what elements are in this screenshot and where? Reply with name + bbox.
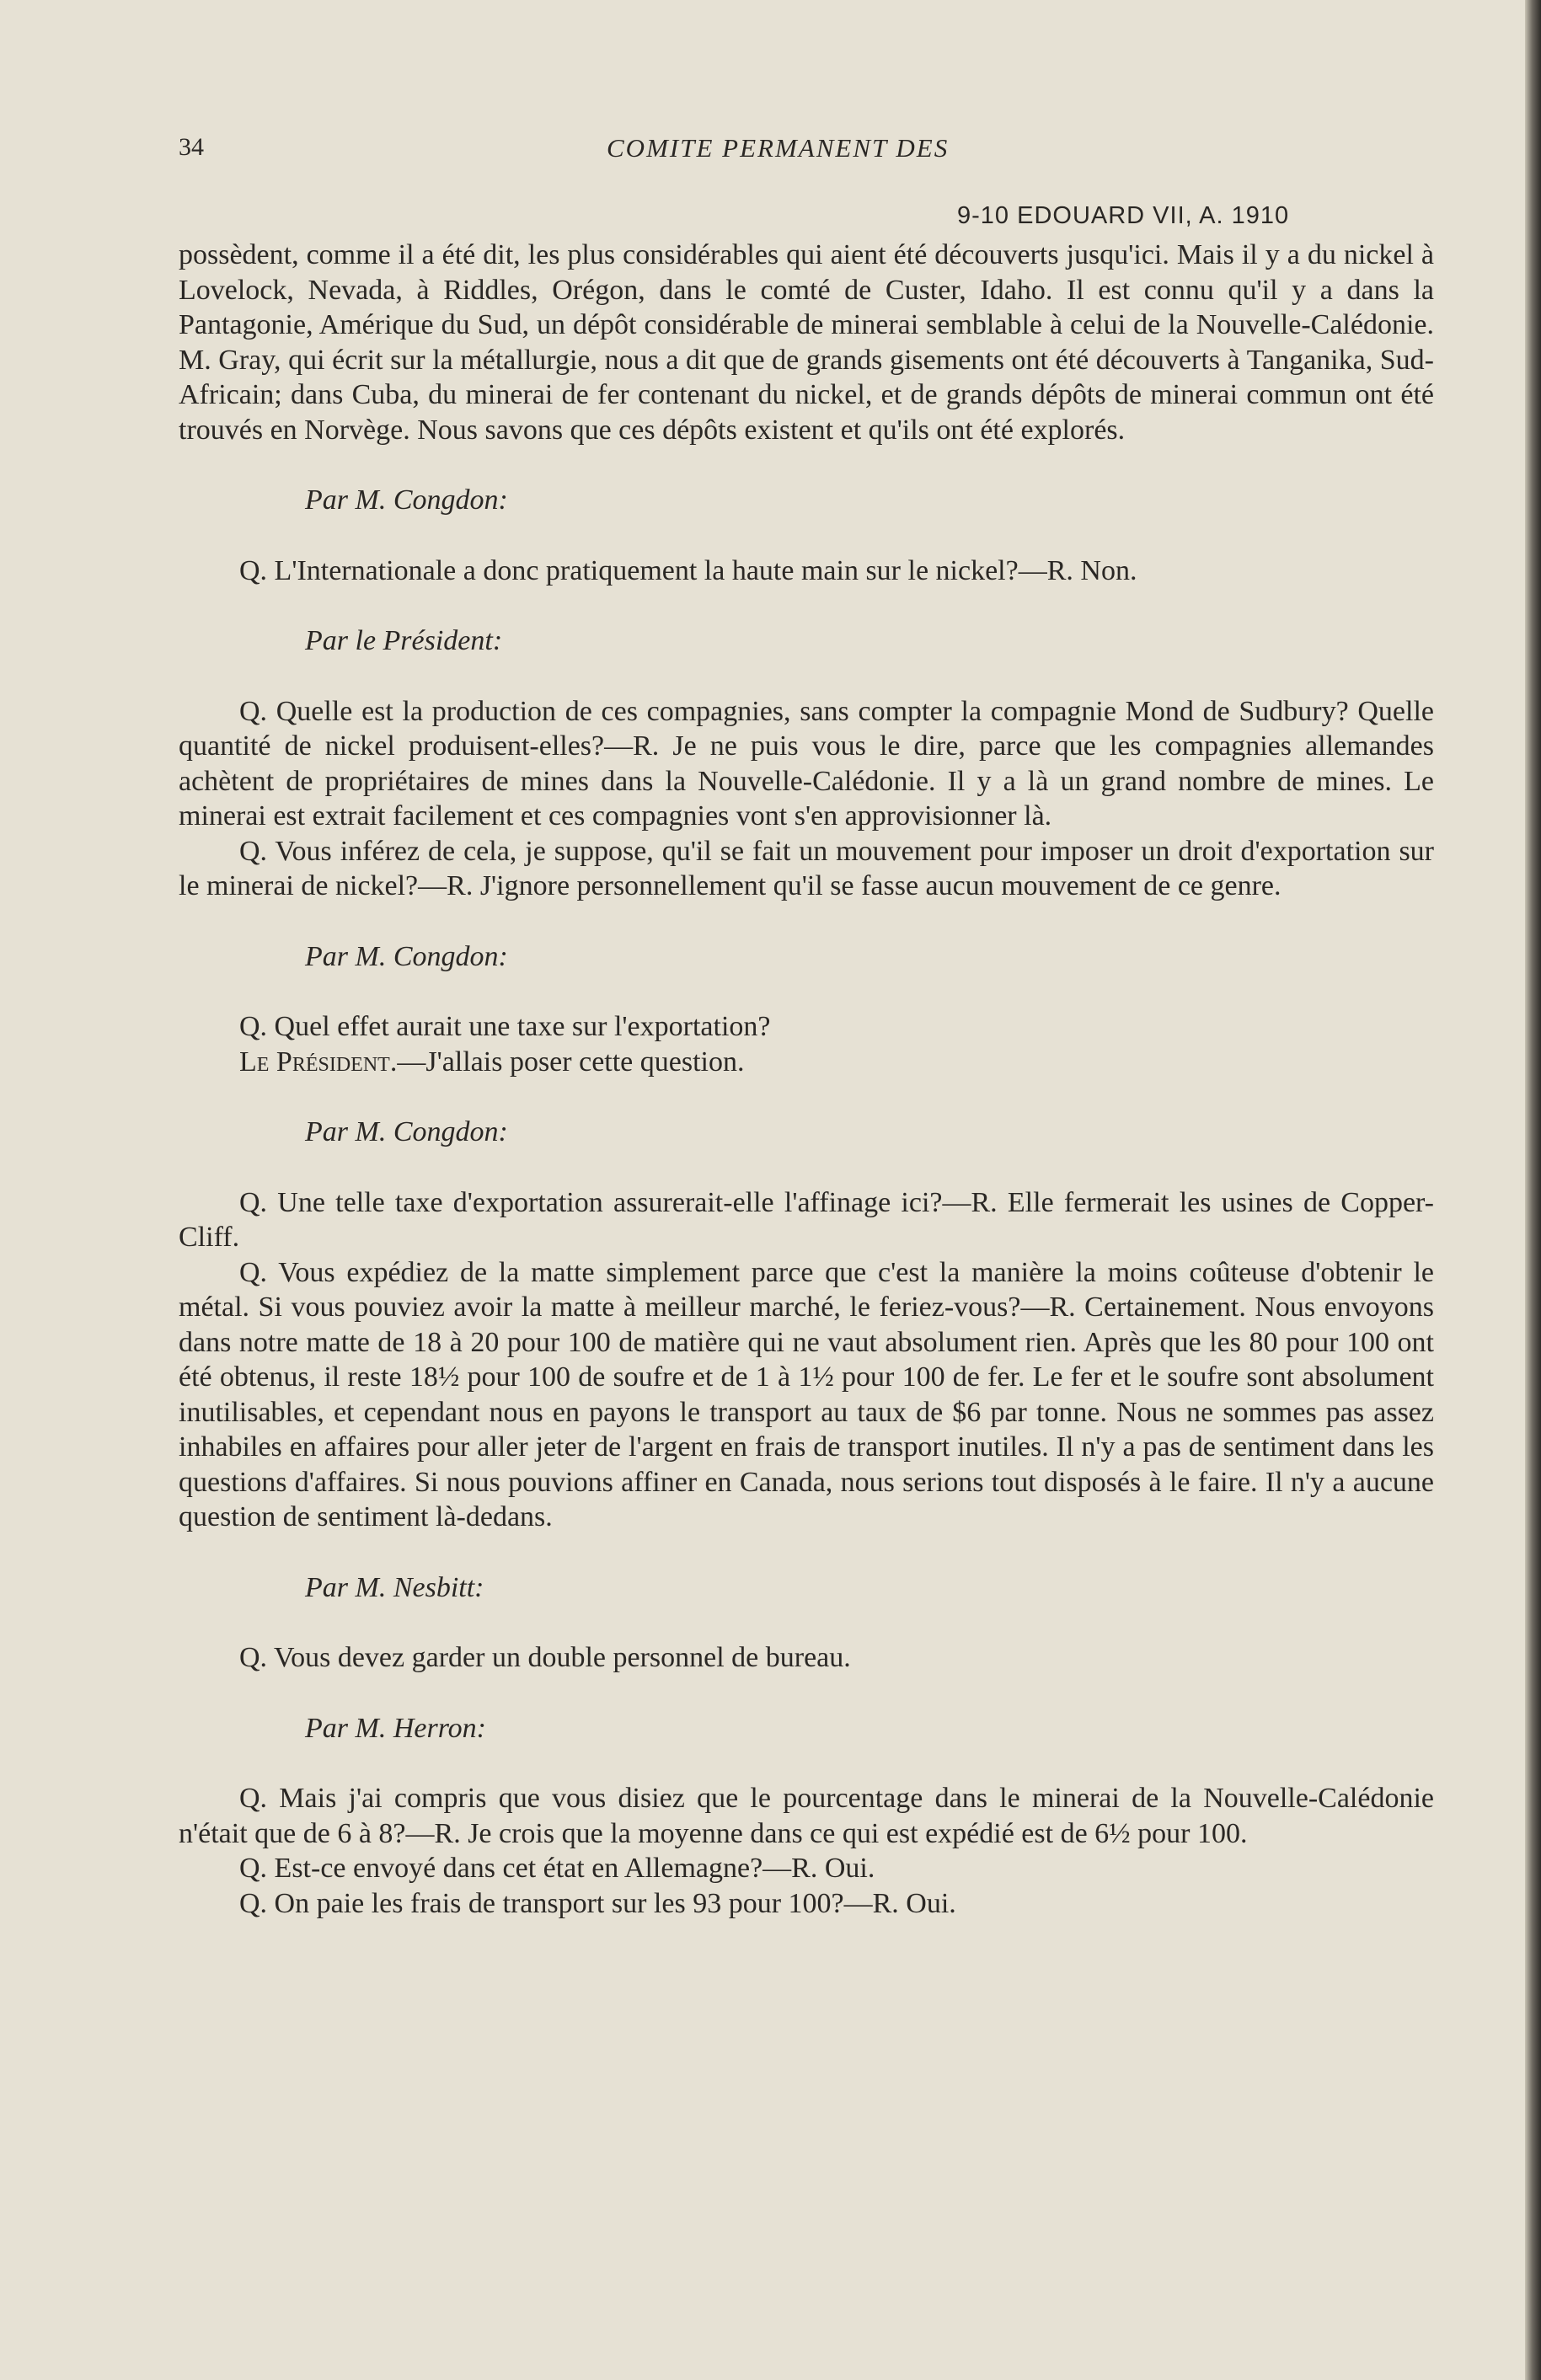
president-label: Le Président. bbox=[239, 1046, 398, 1078]
question-paragraph: Q. Une telle taxe d'exportation assurerait-elle l'affinage ici?—R. Elle fermerait les usines de Copper-Cliff. bbox=[179, 1186, 1434, 1253]
question-paragraph: Q. Vous inférez de cela, je suppose, qu'il se fait un mouvement pour imposer un droit d'exportation sur le minerai de nickel?—R. J'ignore personnellement qu'il se fasse aucun mouvement de ce genre. bbox=[179, 835, 1434, 901]
speaker-heading: Par M. Congdon: bbox=[305, 1116, 508, 1147]
question-paragraph: Q. Est-ce envoyé dans cet état en Allemagne?—R. Oui. bbox=[239, 1853, 875, 1884]
running-head: COMITE PERMANENT DES bbox=[607, 133, 950, 163]
paragraph-continuation: possèdent, comme il a été dit, les plus considérables qui aient été découverts jusqu'ici. Mais il y a du nickel à Lovelock, Nevada, à Riddles, Orégon, dans le comté de Custer, Idaho. Il est connu qu'il y a dans la Pantagonie, Amérique du Sud, un dépôt considérable de minerai semblable à celui de la Nouvelle-Calédonie. M. Gray, qui écrit sur la métallurgie, nous a dit que de grands gisements ont été découverts à Tanganika, Sud-Africain; dans Cuba, du minerai de fer contenant du nickel, et de grands dépôts de minerai commun ont été trouvés en Norvège. Nous savons que ces dépôts existent et qu'ils ont été explorés. bbox=[179, 239, 1434, 446]
speaker-heading: Par M. Nesbitt: bbox=[305, 1571, 484, 1603]
question-paragraph: Q. Quelle est la production de ces compagnies, sans compter la compagnie Mond de Sudbury? Quelle quantité de nickel produisent-elles?—R. Je ne puis vous le dire, parce que les compagnies allemandes achètent de propriétaires de mines dans la Nouvelle-Calédonie. Il y a là un grand nombre de mines. Le minerai est extrait facilement et ces compagnies vont s'en approvisionner là. bbox=[179, 695, 1434, 832]
question-paragraph: Q. Quel effet aurait une taxe sur l'exportation? bbox=[239, 1011, 771, 1042]
page-number: 34 bbox=[179, 133, 204, 161]
question-paragraph: Q. Vous expédiez de la matte simplement parce que c'est la manière la moins coûteuse d'obtenir le métal. Si vous pouviez avoir la matte à meilleur marché, le feriez-vous?—R. Certainement. Nous envoyons dans notre matte de 18 à 20 pour 100 de matière qui ne vaut absolument rien. Après que les 80 pour 100 ont été obtenus, il reste 18½ pour 100 de soufre et de 1 à 1½ pour 100 de fer. Le fer et le soufre sont absolument inutilisables, et cependant nous en payons le transport au taux de $6 par tonne. Nous ne sommes pas assez inhabiles en affaires pour aller jeter de l'argent en frais de transport inutiles. Il n'y a pas de sentiment dans les questions d'affaires. Si nous pouvions affiner en Canada, nous serions tout disposés à le faire. Il n'y a aucune question de sentiment là-dedans. bbox=[179, 1256, 1434, 1532]
speaker-heading: Par M. Herron: bbox=[305, 1712, 486, 1744]
speaker-heading: Par le Président: bbox=[305, 625, 503, 656]
question-paragraph: Q. L'Internationale a donc pratiquement la haute main sur le nickel?—R. Non. bbox=[239, 554, 1137, 586]
session-reference: 9-10 EDOUARD VII, A. 1910 bbox=[957, 202, 1290, 229]
book-binding-edge bbox=[1525, 0, 1541, 2380]
president-remark-text: —J'allais poser cette question. bbox=[397, 1046, 745, 1078]
question-paragraph: Q. Vous devez garder un double personnel de bureau. bbox=[239, 1642, 851, 1673]
body-text bbox=[179, 238, 1434, 1921]
speaker-heading: Par M. Congdon: bbox=[305, 484, 508, 516]
question-paragraph: Q. On paie les frais de transport sur les 93 pour 100?—R. Oui. bbox=[239, 1887, 956, 1919]
question-paragraph: Q. Mais j'ai compris que vous disiez que le pourcentage dans le minerai de la Nouvelle-Calédonie n'était que de 6 à 8?—R. Je crois que la moyenne dans ce qui est expédié est de 6½ pour 100. bbox=[179, 1783, 1434, 1849]
speaker-heading: Par M. Congdon: bbox=[305, 940, 508, 972]
president-remark bbox=[179, 1045, 1434, 1080]
